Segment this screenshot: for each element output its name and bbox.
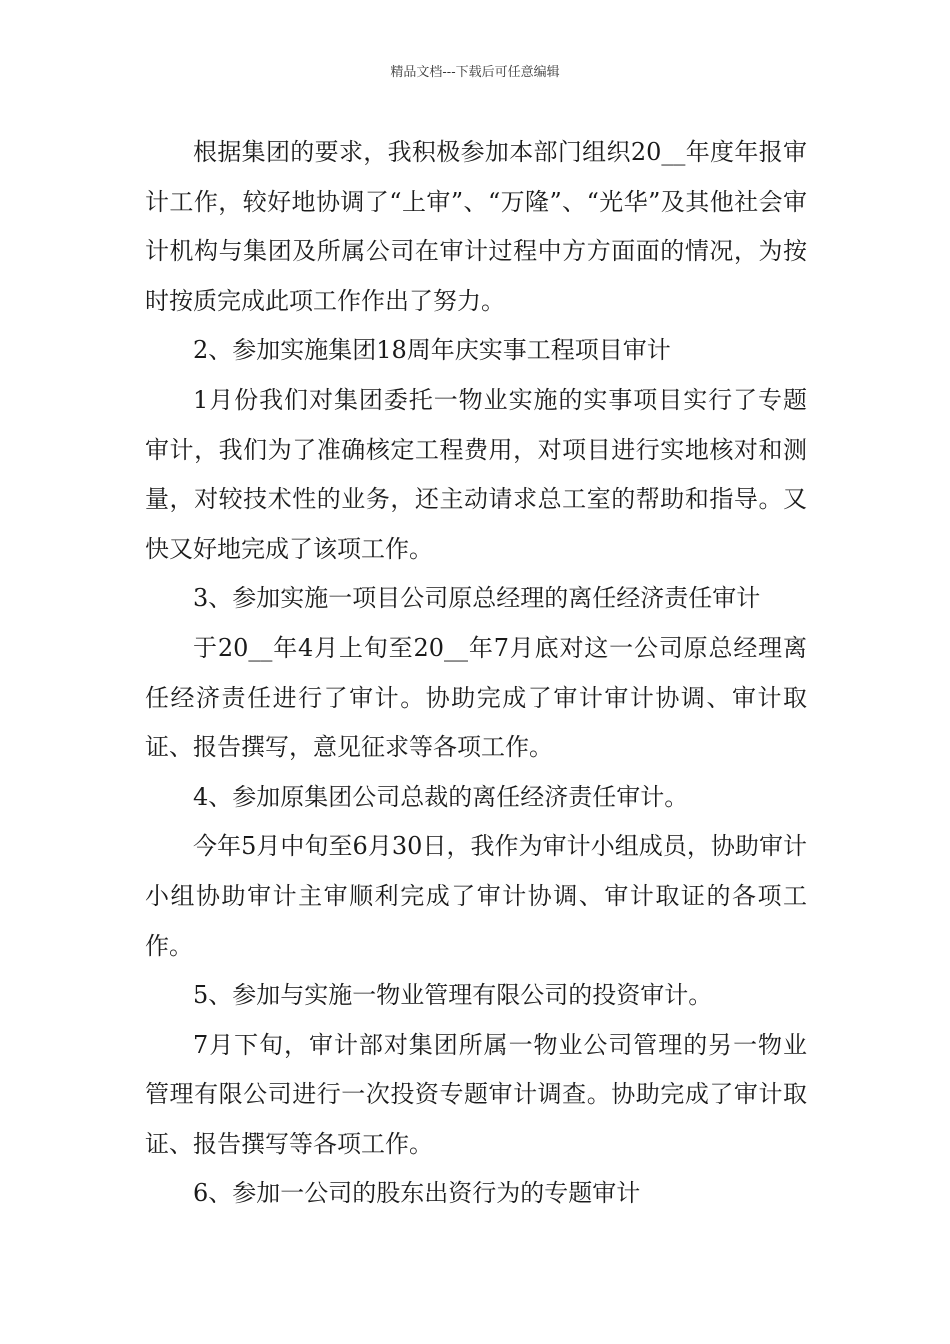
- paragraph-project-audit: 1月份我们对集团委托一物业实施的实事项目实行了专题审计，我们为了准确核定工程费用，对项目进行实地核对和测量，对较技术性的业务，还主动请求总工室的帮助和指导。又快又好地完成了该项工作。: [145, 385, 807, 563]
- paragraph-departure-audit: 于20__年4月上旬至20__年7月底对这一公司原总经理离任经济责任进行了审计。协助完成了审计审计协调、审计取证、报告撰写，意见征求等各项工作。: [145, 633, 807, 762]
- heading-item-2: 2、参加实施集团18周年庆实事工程项目审计: [193, 336, 671, 365]
- heading-item-5: 5、参加与实施一物业管理有限公司的投资审计。: [193, 981, 713, 1010]
- paragraph-president-audit: 今年5月中旬至6月30日，我作为审计小组成员，协助审计小组协助审计主审顺利完成了审计协调、审计取证的各项工作。: [145, 832, 807, 960]
- document-body: [145, 128, 807, 1219]
- heading-item-3: 3、参加实施一项目公司原总经理的离任经济责任审计: [193, 584, 761, 613]
- paragraph-investment-audit: 7月下旬，审计部对集团所属一物业公司管理的另一物业管理有限公司进行一次投资专题审计调查。协助完成了审计取证、报告撰写等各项工作。: [145, 1030, 807, 1158]
- page-header: 精品文档---下载后可任意编辑: [390, 65, 560, 80]
- paragraph-annual-audit: 根据集团的要求，我积极参加本部门组织20__年度年报审计工作，较好地协调了“上审”、“万隆”、“光华”及其他社会审计机构与集团及所属公司在审计过程中方方面面的情况，为按时按质完成此项工作作出了努力。: [145, 138, 807, 315]
- heading-item-4: 4、参加原集团公司总裁的离任经济责任审计。: [193, 782, 689, 811]
- heading-item-6: 6、参加一公司的股东出资行为的专题审计: [193, 1179, 641, 1208]
